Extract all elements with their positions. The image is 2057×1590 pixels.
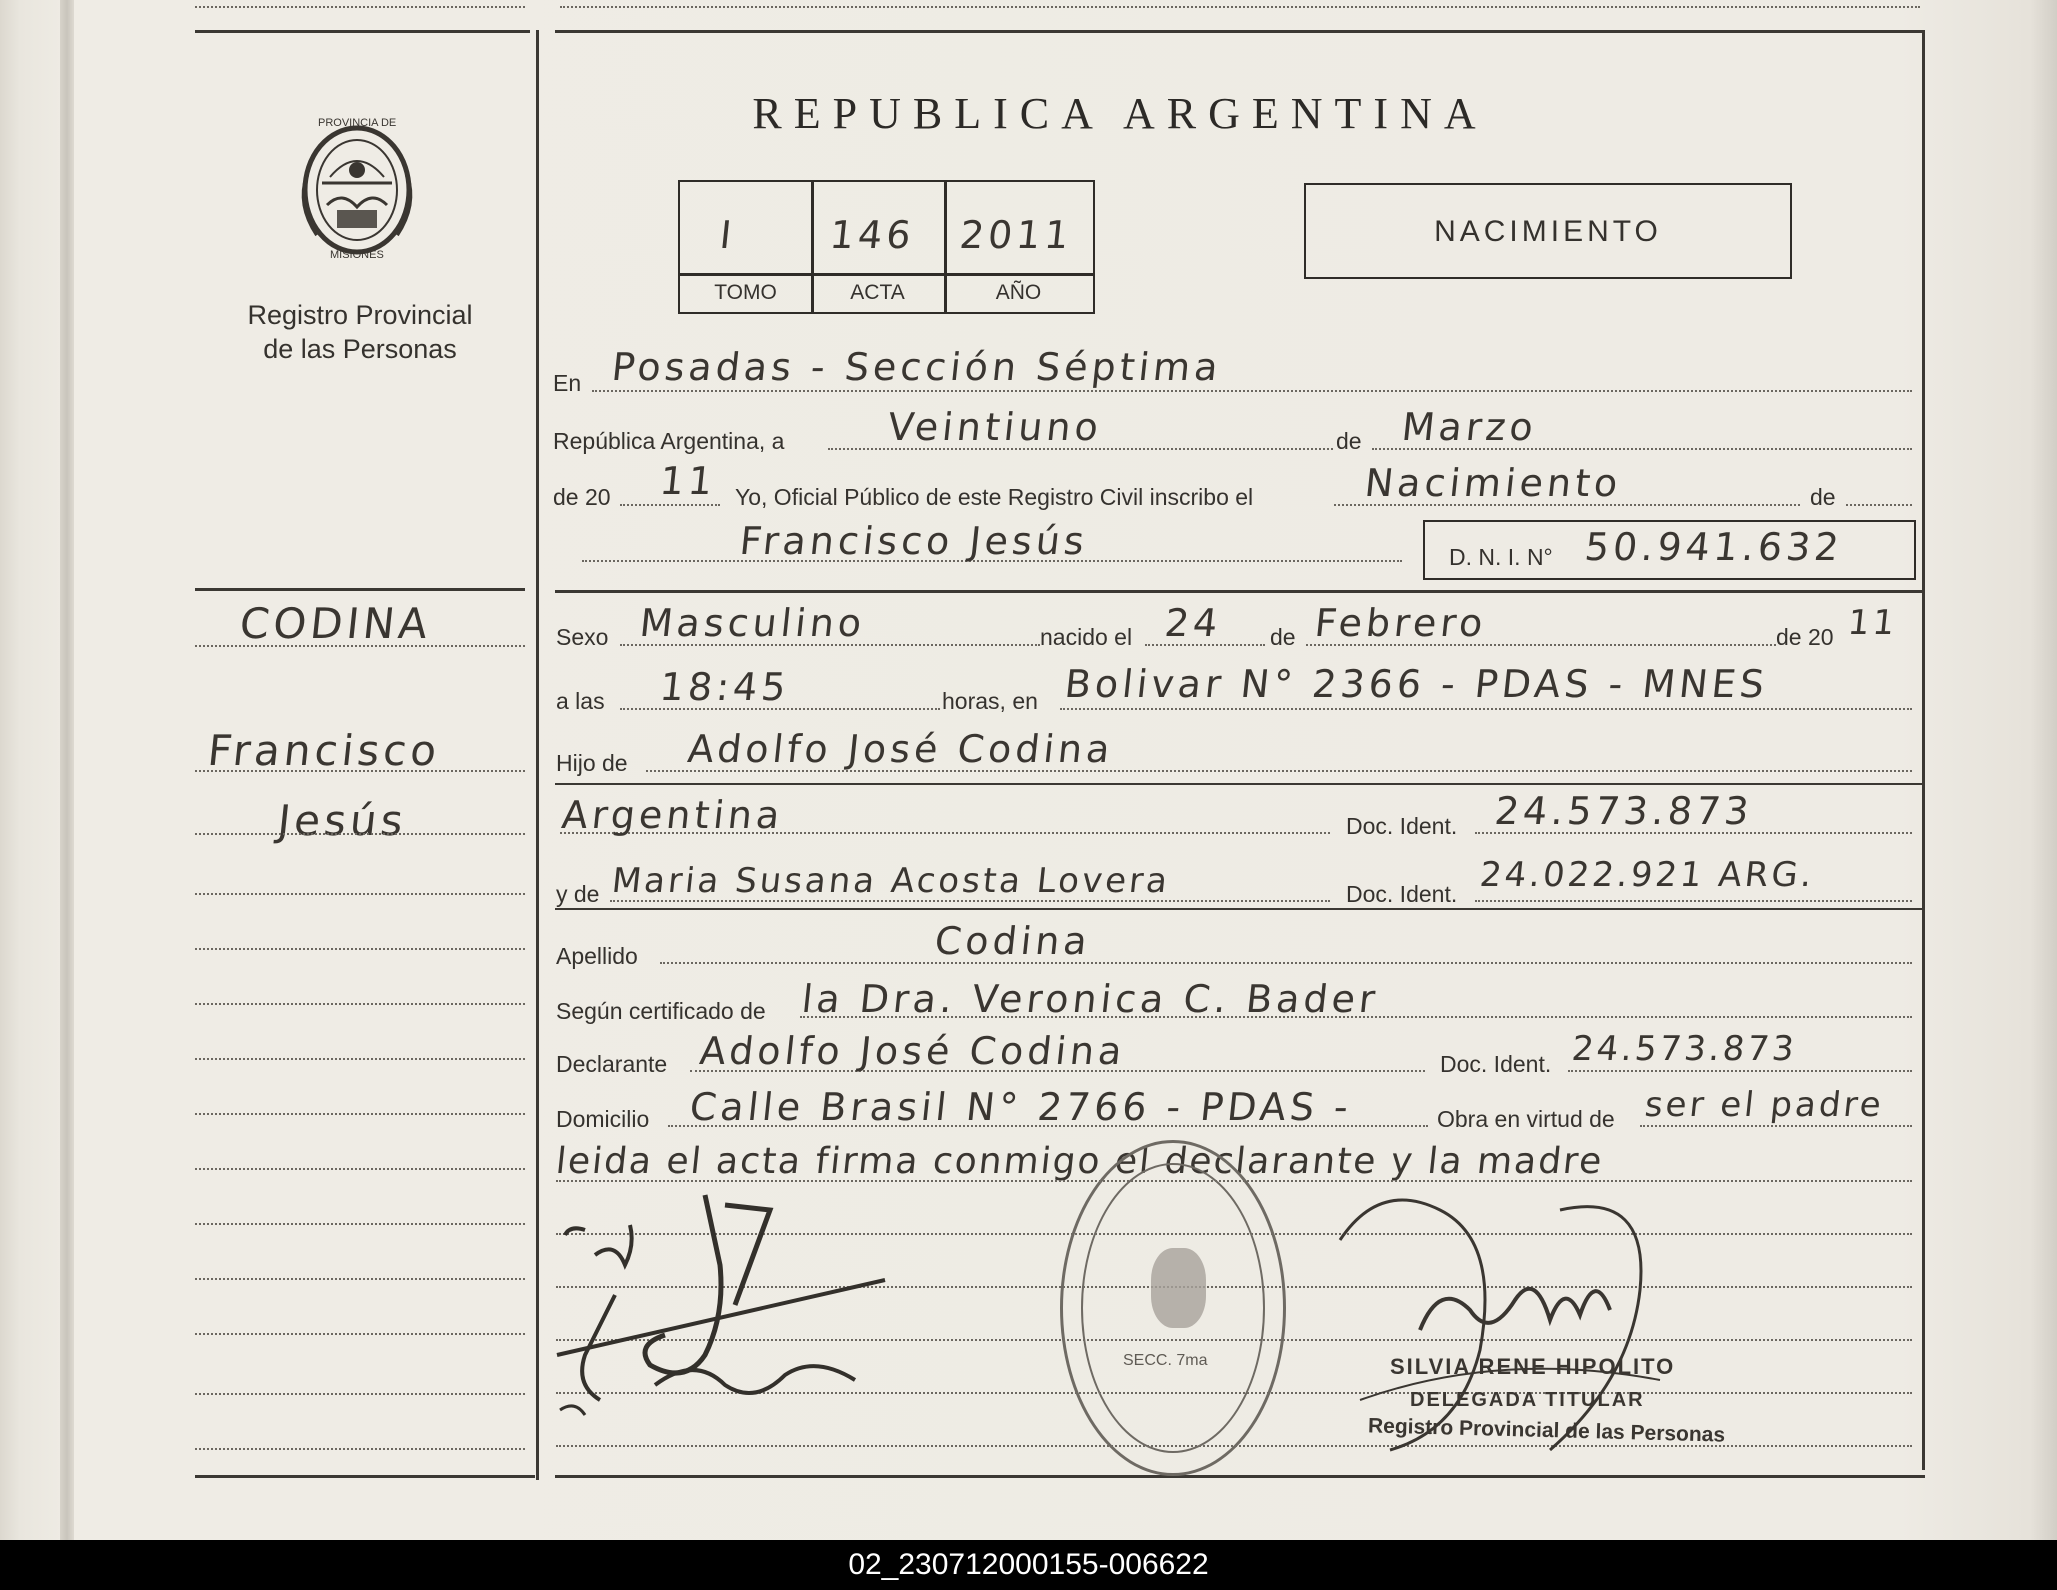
republica-label: República Argentina, a bbox=[553, 428, 785, 454]
doc-ident-label-3: Doc. Ident. bbox=[1440, 1051, 1552, 1077]
yde-label: y de bbox=[556, 881, 600, 907]
apellido-value: Codina bbox=[932, 919, 1094, 963]
bottom-rule-right bbox=[555, 1475, 1925, 1478]
sexo-label: Sexo bbox=[556, 624, 609, 650]
father-value: Adolfo José Codina bbox=[685, 727, 1116, 771]
margin-line bbox=[195, 1003, 525, 1005]
dni-label: D. N. I. N° bbox=[1449, 544, 1553, 570]
en-label: En bbox=[553, 370, 582, 396]
declarante-label: Declarante bbox=[556, 1051, 668, 1077]
birth-month-value: Febrero bbox=[1312, 601, 1489, 645]
seal-top-text: PROVINCIA DE bbox=[318, 117, 397, 129]
margin-line bbox=[195, 833, 525, 835]
margin-surname: CODINA bbox=[237, 599, 434, 648]
de-label: de bbox=[1336, 428, 1362, 454]
top-dotted-line-left bbox=[195, 6, 525, 8]
de20-label: de 20 bbox=[1776, 624, 1834, 650]
margin-name-2: Jesús bbox=[275, 796, 410, 845]
ano-label: AÑO bbox=[995, 281, 1042, 304]
margin-line bbox=[195, 645, 525, 647]
year-prefix-label: de 20 bbox=[553, 484, 611, 510]
oficial-label: Yo, Oficial Público de este Registro Civil inscribo el bbox=[735, 484, 1254, 510]
provincial-seal-icon bbox=[282, 115, 432, 265]
margin-line bbox=[195, 1223, 525, 1225]
en-value: Posadas - Sección Séptima bbox=[609, 345, 1224, 389]
hijo-label: Hijo de bbox=[556, 750, 628, 776]
margin-line bbox=[195, 1333, 525, 1335]
certificado-value: la Dra. Veronica C. Bader bbox=[799, 977, 1382, 1021]
declarante-value: Adolfo José Codina bbox=[697, 1029, 1128, 1073]
acta-label: ACTA bbox=[850, 281, 905, 304]
obra-value: ser el padre bbox=[1642, 1085, 1886, 1125]
domicilio-value: Calle Brasil N° 2766 - PDAS - bbox=[687, 1085, 1355, 1129]
place-value: Bolivar N° 2366 - PDAS - MNES bbox=[1062, 662, 1771, 706]
declarant-signature-icon bbox=[555, 1185, 935, 1425]
de-label-2: de bbox=[1810, 484, 1836, 510]
apellido-label: Apellido bbox=[556, 943, 638, 969]
row-rule bbox=[555, 783, 1925, 785]
left-column-border bbox=[536, 30, 539, 1480]
margin-line bbox=[195, 948, 525, 950]
row-rule bbox=[555, 908, 1925, 910]
acta-value: 146 bbox=[827, 213, 917, 257]
margin-line bbox=[195, 1393, 525, 1395]
sexo-value: Masculino bbox=[637, 601, 868, 645]
official-seal-stamp bbox=[1060, 1140, 1286, 1476]
segun-label: Según certificado de bbox=[556, 998, 766, 1024]
field-line bbox=[1640, 1125, 1912, 1127]
father-doc-value: 24.573.873 bbox=[1492, 789, 1755, 833]
domicilio-label: Domicilio bbox=[556, 1106, 650, 1132]
seal-bottom-text: MISIONES bbox=[330, 249, 384, 261]
day-value: Veintiuno bbox=[885, 405, 1105, 449]
margin-name-1: Francisco bbox=[205, 726, 443, 775]
top-dotted-line-right bbox=[560, 6, 1920, 8]
de-label-3: de bbox=[1270, 624, 1296, 650]
record-number-box bbox=[678, 180, 1095, 314]
margin-line bbox=[195, 770, 525, 772]
bottom-rule-left bbox=[195, 1475, 535, 1478]
alas-label: a las bbox=[556, 688, 605, 714]
horas-label: horas, en bbox=[942, 688, 1038, 714]
doc-ident-label: Doc. Ident. bbox=[1346, 813, 1458, 839]
official-role: DELEGADA TITULAR bbox=[1410, 1389, 1645, 1411]
child-name-value: Francisco Jesús bbox=[737, 519, 1091, 563]
margin-line bbox=[195, 1448, 525, 1450]
time-value: 18:45 bbox=[657, 665, 792, 709]
event-value: Nacimiento bbox=[1362, 461, 1624, 505]
footer-id: 02_230712000155-006622 bbox=[848, 1548, 1209, 1581]
field-line bbox=[1475, 900, 1912, 902]
field-line bbox=[660, 962, 1912, 964]
margin-line bbox=[195, 1113, 525, 1115]
margin-rule bbox=[195, 588, 525, 591]
tomo-value: I bbox=[717, 213, 738, 257]
margin-line bbox=[195, 893, 525, 895]
official-name: SILVIA RENE HIPOLITO bbox=[1390, 1354, 1676, 1379]
closing-text: leida el acta firma conmigo el declarante y la madre bbox=[553, 1141, 1606, 1182]
record-type-label: NACIMIENTO bbox=[1434, 215, 1662, 248]
field-line bbox=[592, 390, 1912, 392]
mother-doc-value: 24.022.921 ARG. bbox=[1477, 855, 1817, 895]
month-value: Marzo bbox=[1399, 405, 1540, 449]
tomo-label: TOMO bbox=[714, 281, 777, 304]
mother-value: Maria Susana Acosta Lovera bbox=[609, 861, 1173, 901]
obra-label: Obra en virtud de bbox=[1437, 1106, 1615, 1132]
field-line bbox=[620, 504, 720, 506]
official-office: Registro Provincial de las Personas bbox=[1367, 1414, 1726, 1447]
section-rule bbox=[555, 590, 1925, 593]
dni-box bbox=[1423, 520, 1916, 580]
ano-value: 2011 bbox=[957, 213, 1076, 257]
birth-year-suffix-value: 11 bbox=[1845, 603, 1900, 643]
nacido-label: nacido el bbox=[1040, 624, 1133, 650]
country-title: REPUBLICA ARGENTINA bbox=[752, 89, 1488, 138]
field-line bbox=[1846, 504, 1912, 506]
footer-bar bbox=[0, 1540, 2057, 1590]
father-nationality-value: Argentina bbox=[559, 793, 786, 837]
field-line bbox=[1568, 1070, 1912, 1072]
doc-ident-label-2: Doc. Ident. bbox=[1346, 881, 1458, 907]
book-spine bbox=[60, 0, 74, 1540]
top-rule-right bbox=[555, 30, 1925, 33]
record-type-box bbox=[1304, 183, 1792, 279]
margin-line bbox=[195, 1058, 525, 1060]
seal-stamp-text: SECC. 7ma bbox=[1123, 1352, 1208, 1369]
birth-day-value: 24 bbox=[1162, 601, 1224, 645]
dni-value: 50.941.632 bbox=[1582, 525, 1845, 569]
top-rule-left bbox=[195, 30, 530, 33]
year-suffix-value: 11 bbox=[657, 459, 719, 503]
declarante-doc-value: 24.573.873 bbox=[1569, 1029, 1799, 1069]
field-line bbox=[1060, 708, 1912, 710]
margin-line bbox=[195, 1278, 525, 1280]
margin-line bbox=[195, 1168, 525, 1170]
registry-name: Registro Provincial de las Personas bbox=[247, 300, 473, 364]
right-border bbox=[1922, 30, 1925, 1470]
